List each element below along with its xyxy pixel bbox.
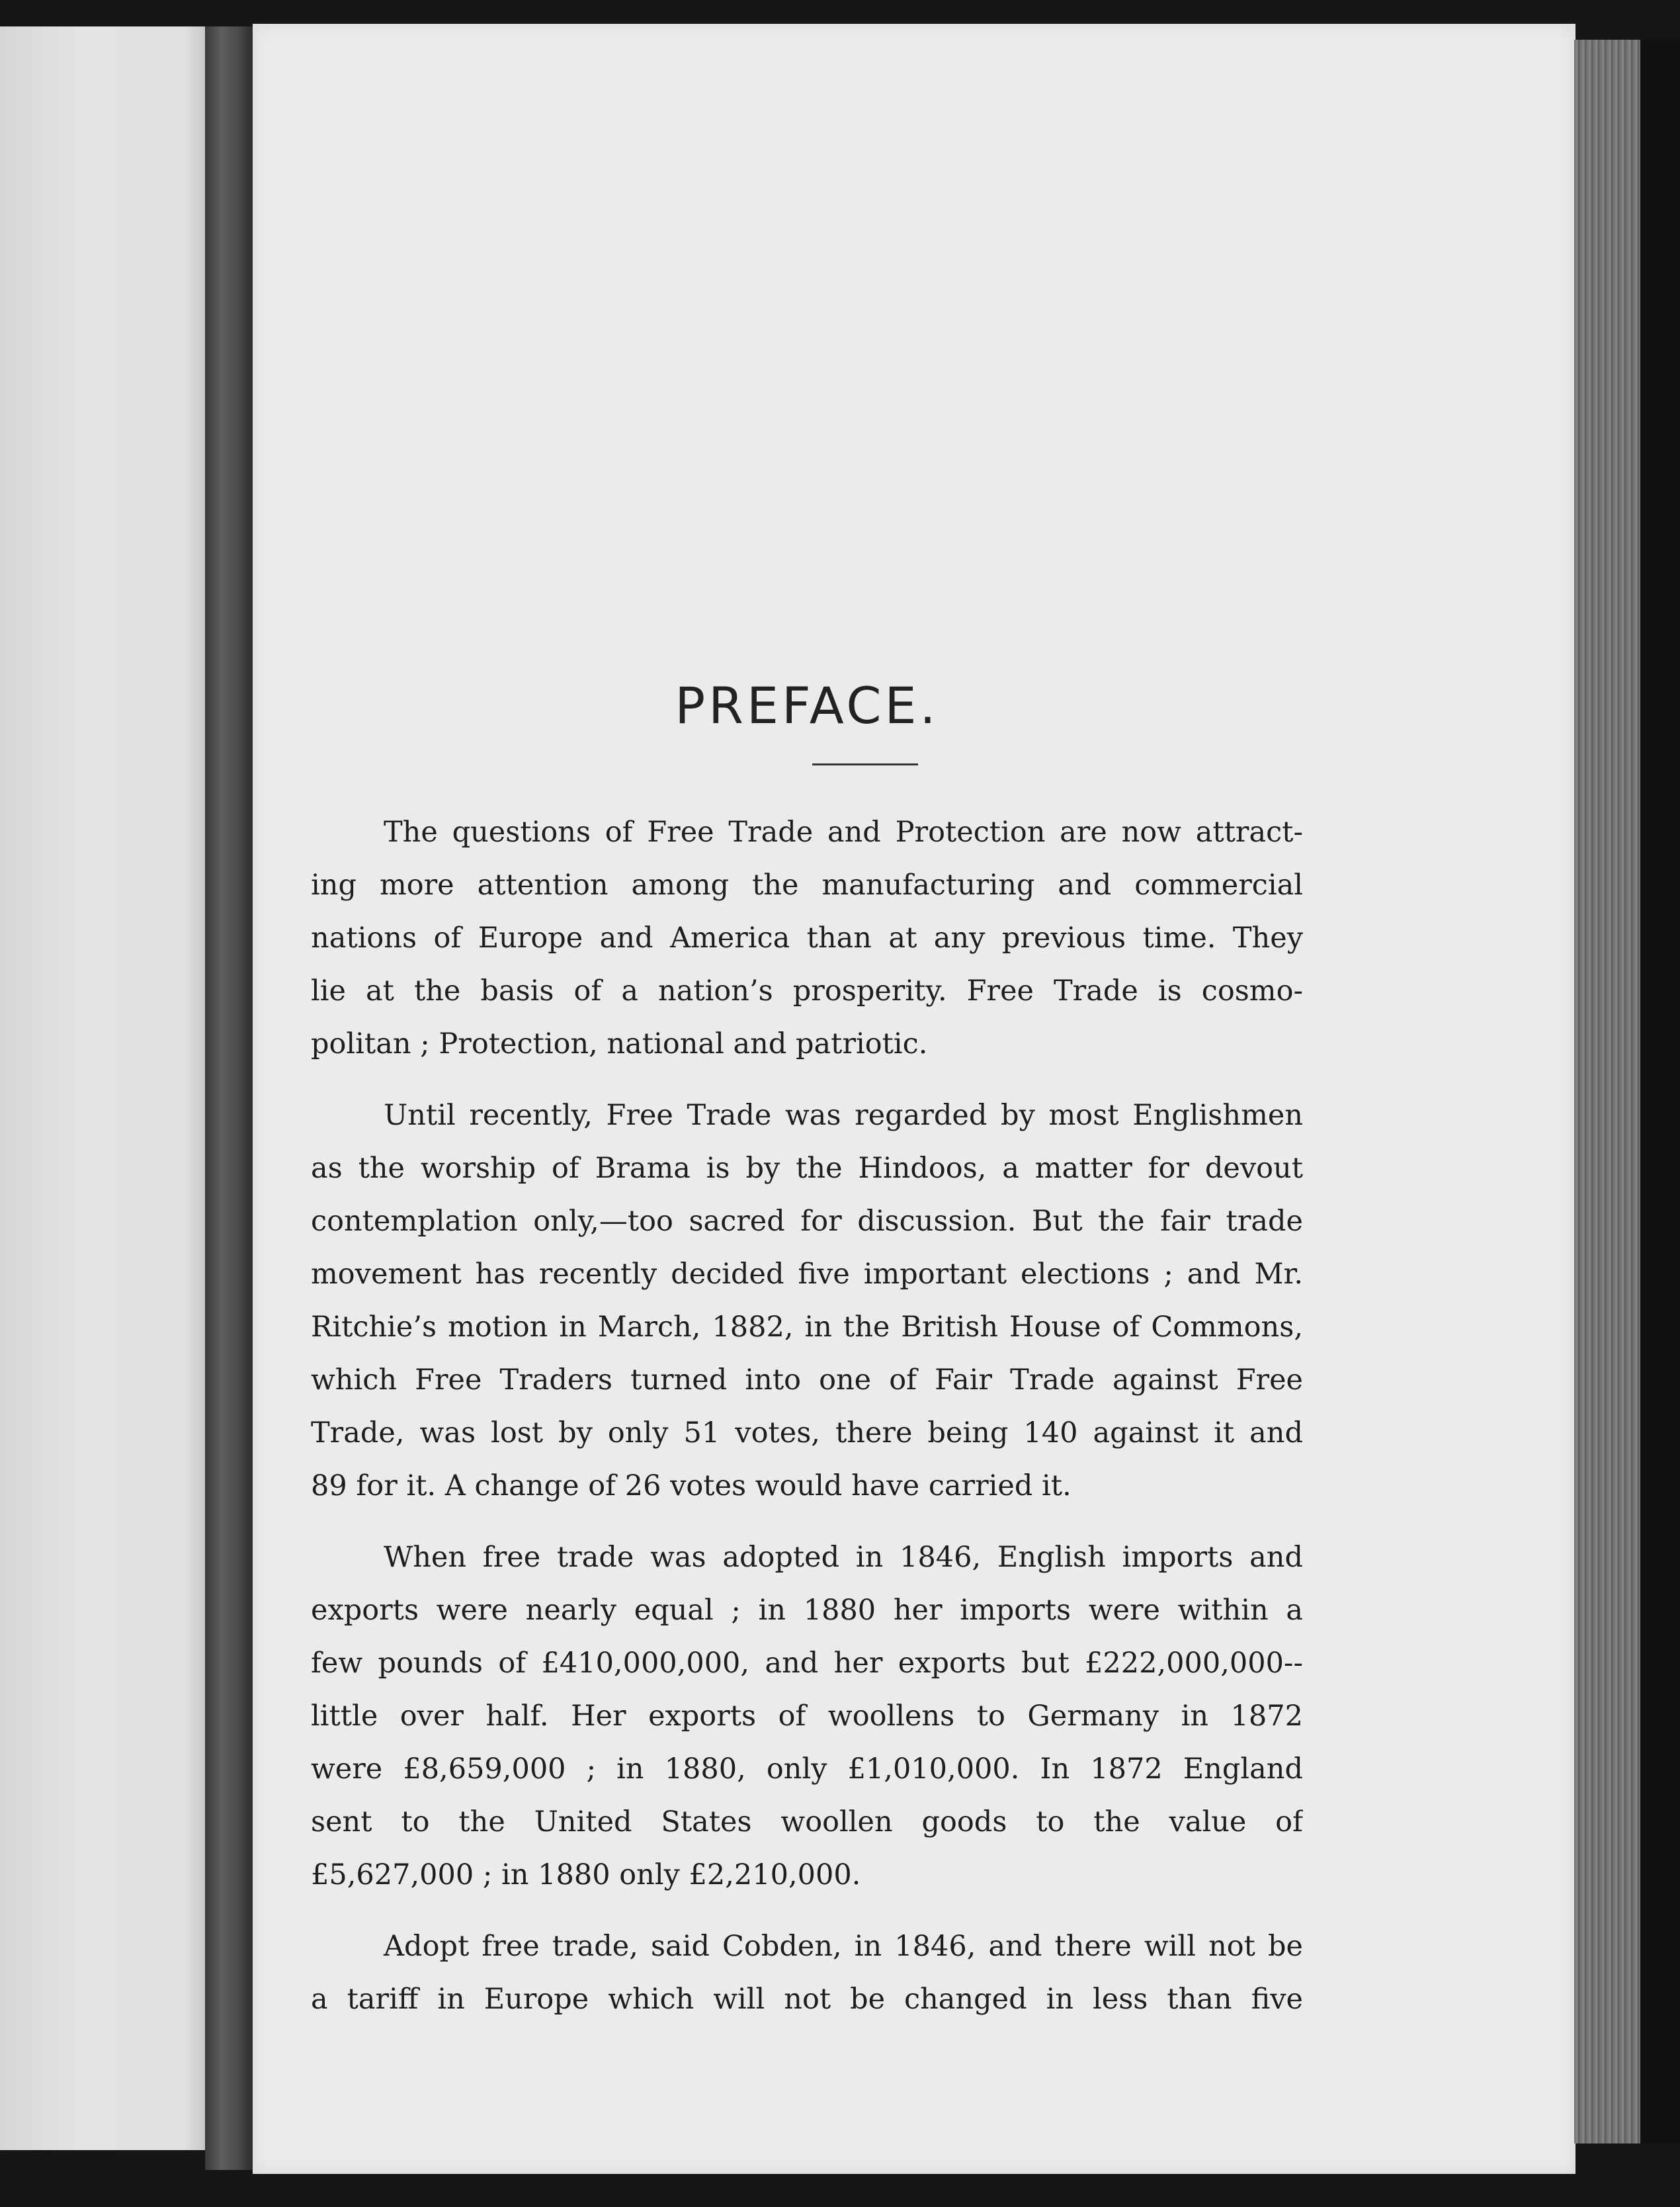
- right-page: [253, 24, 1575, 2174]
- text-line: Adopt free trade, said Cobden, in 1846, and there will not be: [384, 1930, 1303, 1963]
- text-line: lie at the basis of a nation’s prosperity. Free Trade is cosmo-: [311, 974, 1303, 1008]
- body-text: [311, 806, 1303, 2044]
- text-line: movement has recently decided five important elections ; and Mr.: [311, 1258, 1303, 1291]
- text-line: little over half. Her exports of woollens to Germany in 1872: [311, 1700, 1303, 1733]
- text-line: which Free Traders turned into one of Fair Trade against Free: [311, 1363, 1303, 1397]
- text-line: Trade, was lost by only 51 votes, there being 140 against it and: [311, 1416, 1303, 1450]
- text-line: as the worship of Brama is by the Hindoos, a matter for devout: [311, 1152, 1303, 1185]
- text-line: were £8,659,000 ; in 1880, only £1,010,000. In 1872 England: [311, 1753, 1303, 1786]
- text-line: a tariff in Europe which will not be changed in less than five: [311, 1983, 1303, 2016]
- text-line: contemplation only,—too sacred for discussion. But the fair trade: [311, 1205, 1303, 1238]
- text-line: £5,627,000 ; in 1880 only £2,210,000.: [311, 1858, 861, 1891]
- text-line: When free trade was adopted in 1846, English imports and: [384, 1541, 1303, 1574]
- text-line: Until recently, Free Trade was regarded by most Englishmen: [384, 1099, 1303, 1132]
- fore-edge-shadow: [1640, 40, 1680, 2143]
- text-line: nations of Europe and America than at any previous time. They: [311, 922, 1303, 955]
- page-title: PREFACE.: [675, 675, 939, 735]
- text-line: politan ; Protection, national and patriotic.: [311, 1027, 928, 1060]
- left-facing-page: [0, 26, 205, 2150]
- text-line: exports were nearly equal ; in 1880 her imports were within a: [311, 1594, 1303, 1627]
- text-line: few pounds of £410,000,000, and her exports but £222,000,000--: [311, 1647, 1303, 1680]
- text-line: Ritchie’s motion in March, 1882, in the British House of Commons,: [311, 1311, 1303, 1344]
- title-divider: [812, 763, 918, 765]
- text-line: ing more attention among the manufacturing and commercial: [311, 869, 1303, 902]
- text-line: sent to the United States woollen goods to the value of: [311, 1805, 1303, 1839]
- paragraph-4: [311, 1920, 1303, 2026]
- paragraph-2: [311, 1089, 1303, 1512]
- book-gutter: [205, 26, 253, 2170]
- paragraph-3: [311, 1531, 1303, 1901]
- text-line: 89 for it. A change of 26 votes would have carried it.: [311, 1469, 1071, 1502]
- text-line: The questions of Free Trade and Protection are now attract-: [384, 816, 1303, 849]
- paragraph-1: [311, 806, 1303, 1070]
- page-fore-edge: [1574, 40, 1640, 2143]
